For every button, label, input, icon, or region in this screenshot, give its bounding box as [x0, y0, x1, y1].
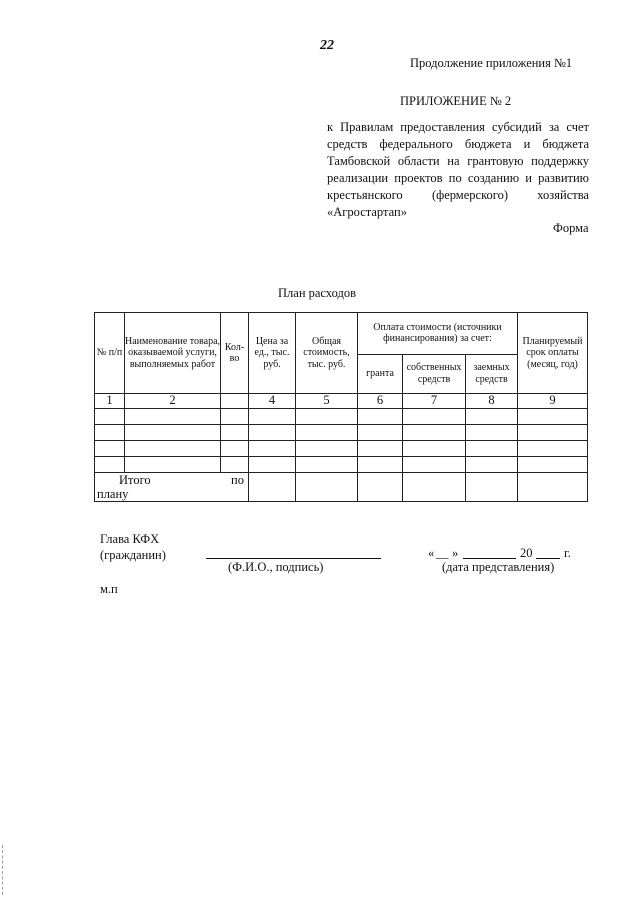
table-cell[interactable] — [249, 409, 296, 425]
header-loan: заемных средств — [466, 354, 518, 394]
table-cell[interactable] — [296, 457, 358, 473]
total-word: Итого — [119, 473, 151, 487]
appendix-title: ПРИЛОЖЕНИЕ № 2 — [400, 94, 512, 108]
rules-line: средств федерального бюджета и бюджета — [327, 137, 589, 151]
date-year-line[interactable] — [536, 558, 560, 559]
table-cell[interactable] — [466, 409, 518, 425]
column-number-row — [95, 394, 588, 409]
col-num: 5 — [296, 394, 358, 409]
date-quote-open: « — [428, 546, 435, 560]
signature-line[interactable] — [206, 558, 381, 559]
rules-line: Тамбовской области на грантовую поддержку — [327, 154, 589, 168]
table-cell[interactable] — [403, 441, 466, 457]
header-qty: Кол-во — [221, 313, 249, 394]
table-cell[interactable] — [518, 457, 588, 473]
table-cell[interactable] — [221, 441, 249, 457]
total-label — [95, 473, 249, 502]
table-cell[interactable] — [95, 425, 125, 441]
table-cell[interactable] — [403, 409, 466, 425]
col-num: 4 — [249, 394, 296, 409]
date-year-prefix: 20 — [520, 546, 533, 560]
header-term: Планируемый срок оплаты (месяц, год) — [518, 313, 588, 394]
col-num: 9 — [518, 394, 588, 409]
rules-reference — [327, 119, 589, 221]
table-cell[interactable] — [249, 473, 296, 502]
table-cell[interactable] — [518, 473, 588, 502]
table-cell[interactable] — [95, 441, 125, 457]
fio-caption: (Ф.И.О., подпись) — [228, 560, 324, 574]
header-price: Цена за ед., тыс. руб. — [249, 313, 296, 394]
table-cell[interactable] — [296, 473, 358, 502]
rules-line: к Правилам предоставления субсидий за счет — [327, 120, 589, 134]
header-name: Наименование товара, оказываемой услуги, выполняемых работ — [125, 313, 221, 394]
table-cell[interactable] — [125, 457, 221, 473]
table-title: План расходов — [278, 286, 356, 300]
stamp-label: м.п — [100, 582, 118, 596]
table-cell[interactable] — [358, 425, 403, 441]
head-label: Глава КФХ — [100, 532, 160, 546]
date-month-line[interactable] — [463, 558, 516, 559]
col-num: 2 — [125, 394, 221, 409]
table-cell[interactable] — [125, 425, 221, 441]
total-row — [95, 473, 588, 502]
table-cell[interactable] — [296, 441, 358, 457]
table-cell[interactable] — [249, 441, 296, 457]
col-num — [221, 394, 249, 409]
rules-line: крестьянского (фермерского) хозяйства — [327, 188, 589, 202]
table-cell[interactable] — [95, 409, 125, 425]
header-grant: гранта — [358, 354, 403, 394]
header-num: № п/п — [95, 313, 125, 394]
col-num: 8 — [466, 394, 518, 409]
rules-line: реализации проектов по созданию и развитию — [327, 171, 589, 185]
table-cell[interactable] — [518, 409, 588, 425]
table-cell[interactable] — [518, 441, 588, 457]
col-num: 6 — [358, 394, 403, 409]
header-own: собственных средств — [403, 354, 466, 394]
table-cell[interactable] — [403, 425, 466, 441]
table-cell[interactable] — [221, 409, 249, 425]
rules-line: «Агростартап» — [327, 205, 407, 219]
table-cell[interactable] — [125, 441, 221, 457]
table-cell[interactable] — [296, 425, 358, 441]
total-word: по — [231, 473, 244, 487]
table-cell[interactable] — [466, 457, 518, 473]
header-payment-group: Оплата стоимости (источники финансирования) за счет: — [358, 313, 518, 355]
date-caption: (дата представления) — [442, 560, 555, 574]
col-num: 7 — [403, 394, 466, 409]
table-cell[interactable] — [466, 441, 518, 457]
table-cell[interactable] — [249, 457, 296, 473]
table-row — [95, 425, 588, 441]
date-quote-close: » — [452, 546, 459, 560]
table-cell[interactable] — [358, 473, 403, 502]
table-cell[interactable] — [249, 425, 296, 441]
table-cell[interactable] — [358, 457, 403, 473]
table-row — [95, 441, 588, 457]
form-label: Форма — [553, 221, 589, 235]
table-row — [95, 457, 588, 473]
table-cell[interactable] — [125, 409, 221, 425]
col-num: 1 — [95, 394, 125, 409]
table-cell[interactable] — [466, 425, 518, 441]
table-cell[interactable] — [221, 425, 249, 441]
table-cell[interactable] — [358, 441, 403, 457]
table-cell[interactable] — [466, 473, 518, 502]
table-cell[interactable] — [95, 457, 125, 473]
scan-edge-mark — [2, 845, 5, 895]
table-cell[interactable] — [403, 473, 466, 502]
table-cell[interactable] — [358, 409, 403, 425]
expense-plan-table — [94, 312, 588, 502]
continuation-label: Продолжение приложения №1 — [410, 56, 573, 70]
header-total: Общая стоимость, тыс. руб. — [296, 313, 358, 394]
date-day-blank[interactable]: __ — [436, 546, 449, 560]
page-number: 22 — [320, 38, 334, 53]
table-cell[interactable] — [518, 425, 588, 441]
table-cell[interactable] — [221, 457, 249, 473]
date-year-suffix: г. — [564, 546, 571, 560]
total-word: плану — [97, 487, 129, 501]
table-cell[interactable] — [296, 409, 358, 425]
table-row — [95, 409, 588, 425]
table-cell[interactable] — [403, 457, 466, 473]
citizen-label: (гражданин) — [100, 548, 166, 562]
